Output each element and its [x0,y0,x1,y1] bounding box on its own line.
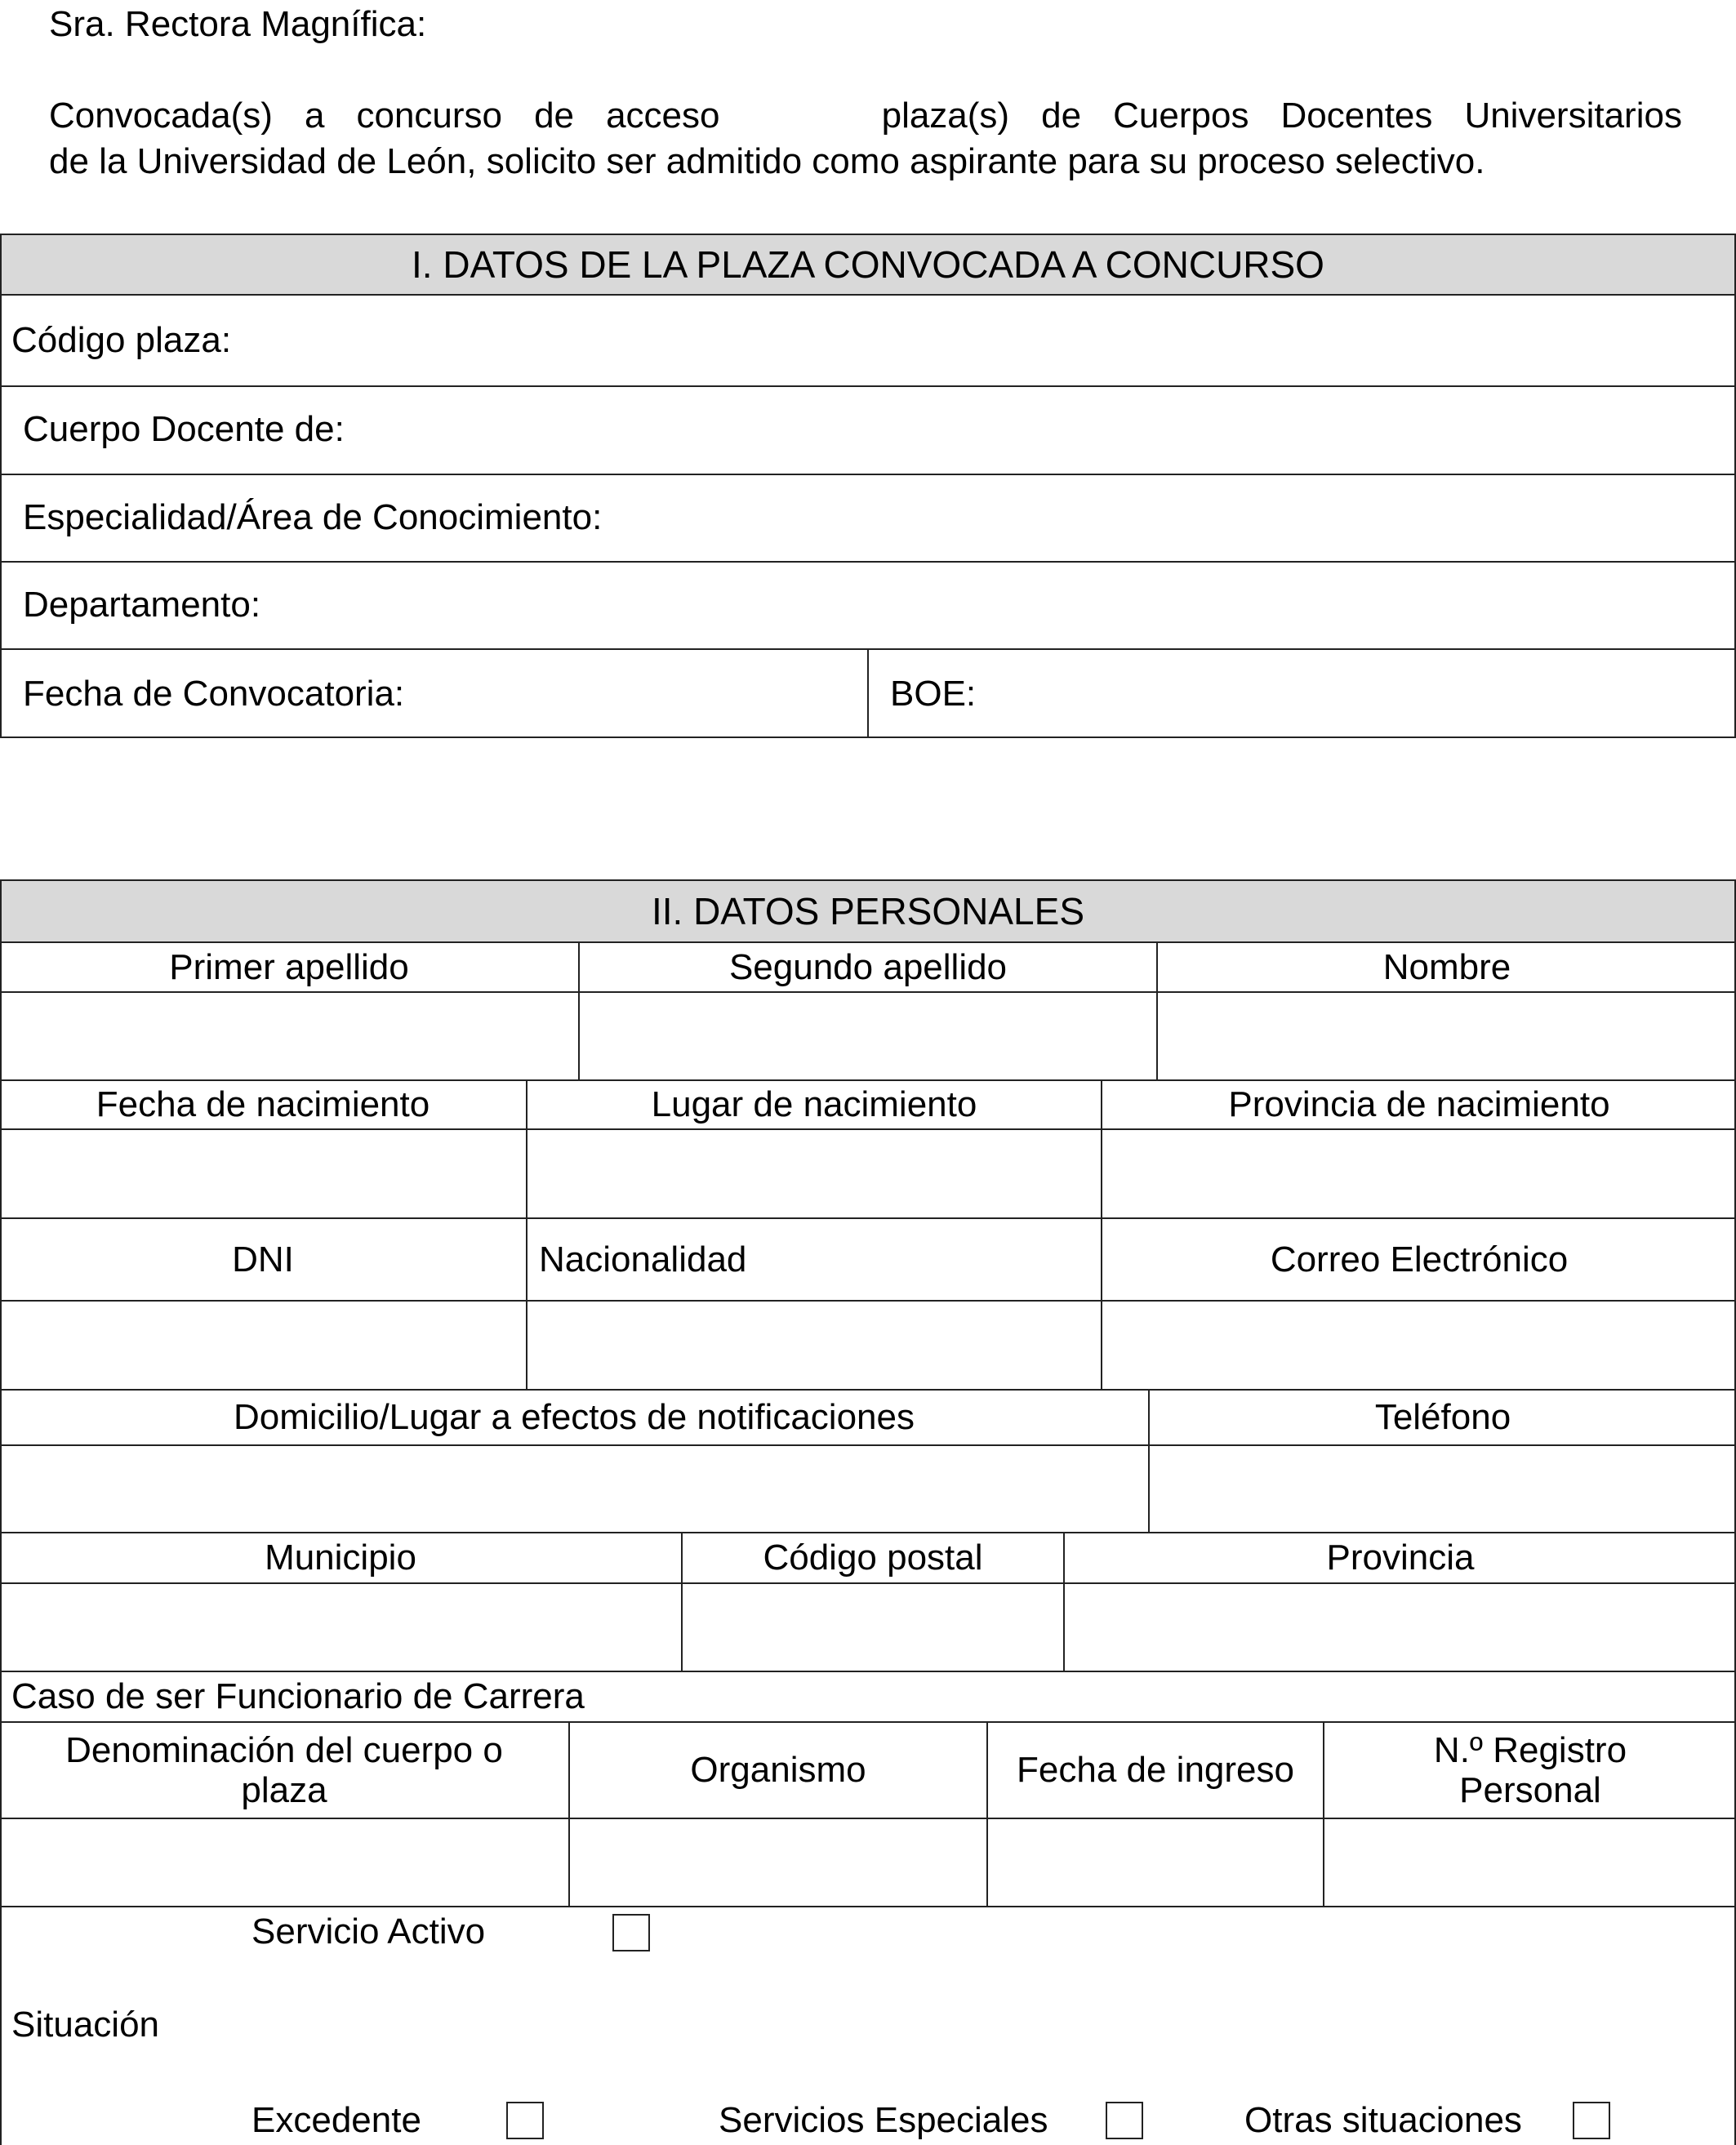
denominacion-line-2: plaza [241,1770,327,1810]
registro-personal-field[interactable] [1326,1819,1733,1904]
intro-line-1 [49,93,1682,139]
excedente-label: Excedente [251,2100,421,2140]
intro-word: de [534,96,575,136]
nombre-field[interactable] [1160,993,1733,1078]
correo-label: Correo Electrónico [1270,1239,1569,1279]
funcionario-label: Caso de ser Funcionario de Carrera [11,1676,585,1716]
provincia-nacimiento-label: Provincia de nacimiento [1228,1084,1610,1125]
registro-line-2: Personal [1459,1770,1601,1810]
dni-field[interactable] [2,1302,524,1387]
lugar-nacimiento-field[interactable] [529,1130,1099,1216]
excedente-checkbox[interactable] [506,2102,544,2139]
intro-word: plaza(s) [881,96,1010,136]
intro-word: acceso [606,96,720,136]
salutation: Sra. Rectora Magnífica: [49,4,427,44]
provincia-nacimiento-field[interactable] [1104,1130,1733,1216]
intro-word: Docentes [1280,96,1433,136]
provincia-field[interactable] [1066,1584,1733,1669]
municipio-field[interactable] [2,1584,679,1669]
intro-word: a [304,96,325,136]
nacionalidad-label: Nacionalidad [539,1239,747,1279]
otras-situaciones-checkbox[interactable] [1573,2102,1610,2139]
domicilio-field[interactable] [2,1446,1146,1530]
intro-line-2: de la Universidad de León, solicito ser admitido como aspirante para su proceso selectivo. [49,141,1485,181]
fecha-nacimiento-label: Fecha de nacimiento [96,1084,430,1125]
codigo-postal-field[interactable] [684,1584,1062,1669]
servicio-activo-checkbox[interactable] [612,1914,650,1951]
registro-personal-label [1324,1723,1736,1818]
organismo-field[interactable] [572,1819,985,1904]
cuerpo-docente-label: Cuerpo Docente de: [23,409,345,449]
municipio-label: Municipio [265,1538,416,1578]
intro-word: Convocada(s) [49,96,273,136]
telefono-field[interactable] [1151,1446,1733,1530]
section-personal-title: II. DATOS PERSONALES [0,879,1736,943]
primer-apellido-field[interactable] [2,993,576,1078]
organismo-label: Organismo [690,1750,866,1791]
servicio-activo-label: Servicio Activo [251,1911,486,1951]
section-plaza-title: I. DATOS DE LA PLAZA CONVOCADA A CONCURSO [0,234,1736,296]
dni-label: DNI [232,1239,294,1279]
provincia-label: Provincia [1326,1538,1475,1578]
intro-paragraph [49,93,1682,185]
segundo-apellido-field[interactable] [581,993,1155,1078]
fecha-ingreso-field[interactable] [990,1819,1321,1904]
telefono-label: Teléfono [1374,1397,1511,1438]
nombre-label: Nombre [1382,946,1511,987]
codigo-postal-label: Código postal [763,1538,983,1578]
primer-apellido-label: Primer apellido [169,946,409,987]
situacion-label: Situación [11,2005,160,2045]
denominacion-line-1: Denominación del cuerpo o [65,1729,503,1770]
intro-word: de [1041,96,1082,136]
intro-blank-gap [752,93,850,139]
departamento-label: Departamento: [23,584,261,625]
correo-field[interactable] [1104,1302,1733,1387]
denominacion-label [0,1723,568,1818]
fecha-nacimiento-field[interactable] [2,1130,524,1216]
especialidad-label: Especialidad/Área de Conocimiento: [23,496,603,537]
fecha-convocatoria-label: Fecha de Convocatoria: [23,674,405,714]
nacionalidad-field[interactable] [529,1302,1099,1387]
domicilio-label: Domicilio/Lugar a efectos de notificaciones [233,1397,915,1438]
servicios-especiales-checkbox[interactable] [1106,2102,1143,2139]
codigo-plaza-label: Código plaza: [11,320,232,360]
otras-situaciones-label: Otras situaciones [1244,2100,1522,2140]
intro-word: Universitarios [1464,96,1682,136]
lugar-nacimiento-label: Lugar de nacimiento [651,1084,977,1125]
registro-line-1: N.º Registro [1433,1729,1627,1770]
intro-word: concurso [356,96,503,136]
servicios-especiales-label: Servicios Especiales [719,2100,1048,2140]
intro-word: Cuerpos [1113,96,1249,136]
fecha-ingreso-label: Fecha de ingreso [1017,1750,1294,1791]
denominacion-field[interactable] [2,1819,567,1904]
boe-label: BOE: [890,674,977,714]
segundo-apellido-label: Segundo apellido [728,946,1008,987]
